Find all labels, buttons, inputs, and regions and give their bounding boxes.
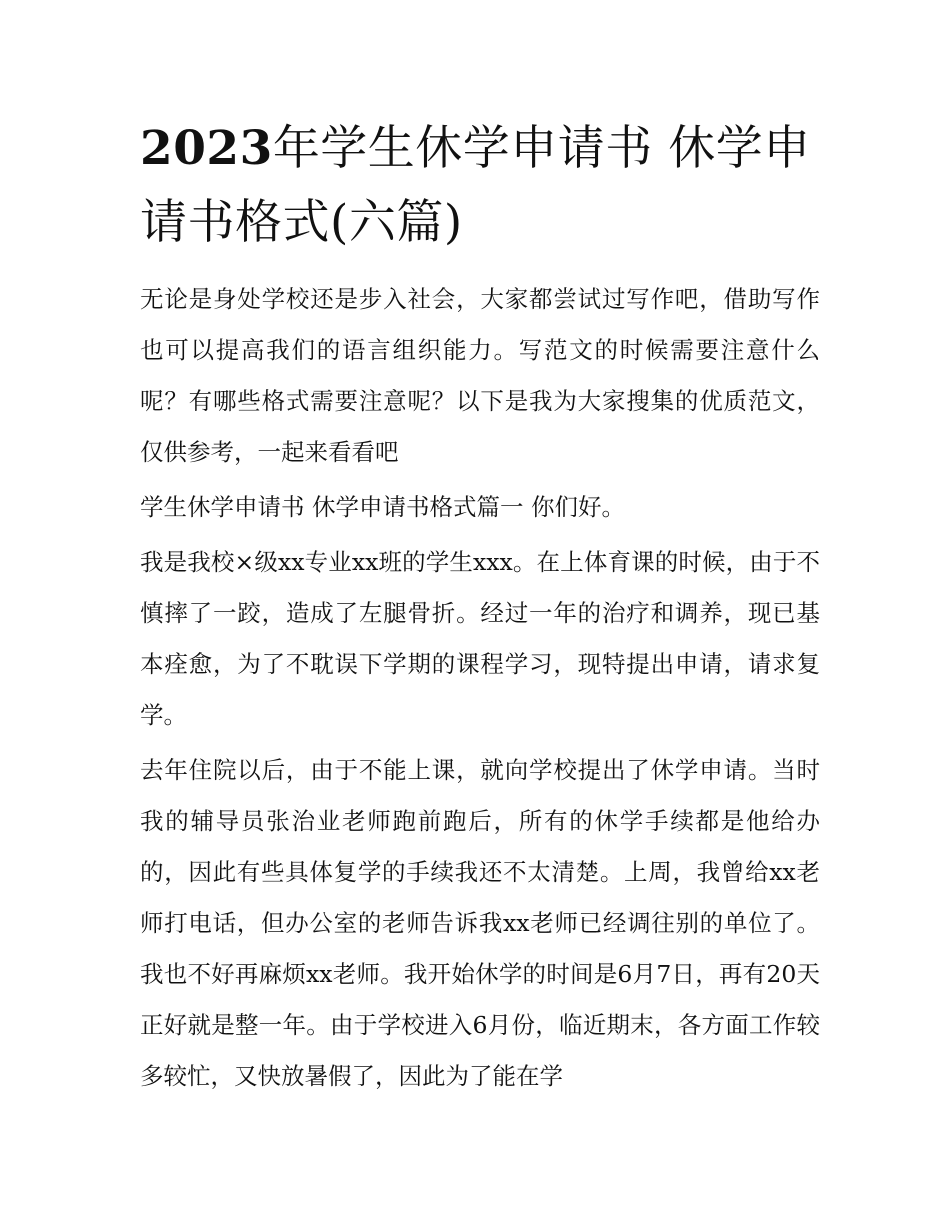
document-body xyxy=(140,274,820,1106)
title-year: 2023 xyxy=(140,121,273,176)
title-text: 年学生休学申请书 休学申请书格式(六篇) xyxy=(140,121,811,250)
body-paragraph: 去年住院以后，由于不能上课，就向学校提出了休学申请。当时我的辅导员张治业老师跑前跑后，所有的休学手续都是他给办的，因此有些具体复学的手续我还不太清楚。上周，我曾给xx老师打电话，但办公室的老师告诉我xx老师已经调往别的单位了。我也不好再麻烦xx老师。我开始休学的时间是6月7日，再有20天正好就是整一年。由于学校进入6月份，临近期末，各方面工作较多较忙，又快放暑假了，因此为了能在学 xyxy=(140,756,820,1090)
document-title xyxy=(140,112,820,260)
body-paragraph: 我是我校×级xx专业xx班的学生xxx。在上体育课的时候，由于不慎摔了一跤，造成了左腿骨折。经过一年的治疗和调养，现已基本痊愈，为了不耽误下学期的课程学习，现特提出申请，请求复学。 xyxy=(140,548,820,729)
section-heading-paragraph: 学生休学申请书 休学申请书格式篇一 你们好。 xyxy=(140,493,625,521)
intro-paragraph: 无论是身处学校还是步入社会，大家都尝试过写作吧，借助写作也可以提高我们的语言组织能力。写范文的时候需要注意什么呢？有哪些格式需要注意呢？以下是我为大家搜集的优质范文，仅供参考，一起来看看吧 xyxy=(140,285,820,466)
